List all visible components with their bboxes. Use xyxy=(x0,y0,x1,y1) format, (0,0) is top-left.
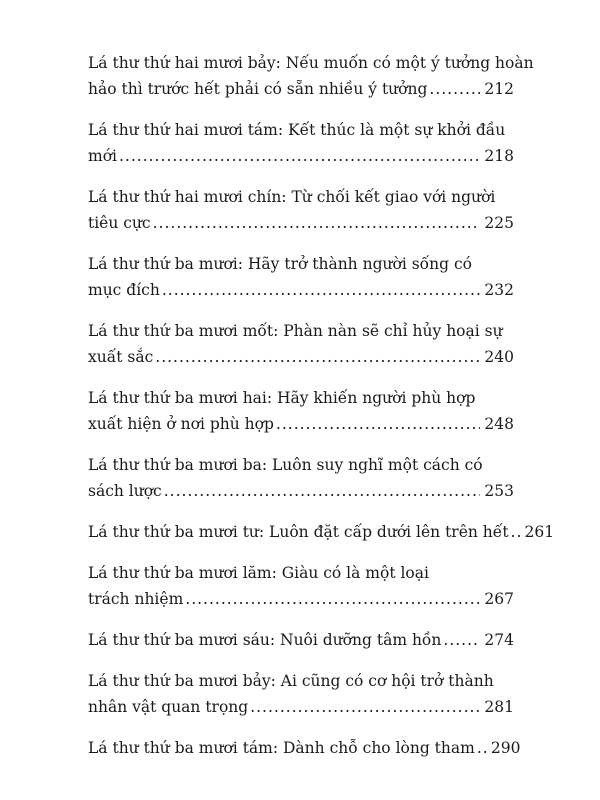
toc-entry-title-line xyxy=(88,50,534,76)
toc-entry[interactable] xyxy=(88,184,514,236)
toc-entry-title: Lá thư thứ hai mươi bảy: Nếu muốn có một ý tưởng hoàn xyxy=(88,54,534,72)
dot-leader xyxy=(429,76,480,102)
toc-entry-leader-line xyxy=(88,411,514,437)
toc-entry[interactable] xyxy=(88,627,514,653)
toc-entry-title-line xyxy=(88,117,514,143)
toc-entry-title-line xyxy=(88,318,514,344)
table-of-contents xyxy=(88,50,555,776)
toc-entry-title-line xyxy=(88,251,514,277)
toc-entry-title-cont: mục đích xyxy=(88,281,160,299)
dot-leader xyxy=(477,735,487,761)
toc-entry-leader-line xyxy=(88,76,514,102)
toc-entry-title: Lá thư thứ hai mươi chín: Từ chối kết giao với người xyxy=(88,188,496,206)
toc-page-number: 281 xyxy=(484,698,514,716)
toc-entry-title: Lá thư thứ ba mươi tám: Dành chỗ cho lòng tham xyxy=(88,739,475,757)
toc-entry-leader-line xyxy=(88,694,514,720)
toc-entry-title: Lá thư thứ hai mươi tám: Kết thúc là một sự khởi đầu xyxy=(88,121,506,139)
toc-entry-title: Lá thư thứ ba mươi mốt: Phàn nàn sẽ chỉ hủy hoại sự xyxy=(88,322,503,340)
toc-entry-title: Lá thư thứ ba mươi ba: Luôn suy nghĩ một cách có xyxy=(88,456,483,474)
toc-page-number: 248 xyxy=(484,415,514,433)
toc-entry-leader-line xyxy=(88,210,514,236)
dot-leader xyxy=(155,344,480,370)
toc-entry[interactable] xyxy=(88,50,534,102)
dot-leader xyxy=(250,694,480,720)
toc-entry-leader-line xyxy=(88,344,514,370)
toc-entry-title: Lá thư thứ ba mươi tư: Luôn đặt cấp dưới lên trên hết xyxy=(88,523,509,541)
dot-leader xyxy=(119,143,480,169)
toc-page-number: 212 xyxy=(484,80,514,98)
toc-page-number: 225 xyxy=(484,214,514,232)
toc-entry-title: Lá thư thứ ba mươi sáu: Nuôi dưỡng tâm hồn xyxy=(88,631,442,649)
toc-entry-title: Lá thư thứ ba mươi bảy: Ai cũng có cơ hội trở thành xyxy=(88,672,494,690)
toc-entry[interactable] xyxy=(88,251,514,303)
toc-entry-title-cont: trách nhiệm xyxy=(88,590,184,608)
toc-entry-title-line xyxy=(88,385,514,411)
toc-entry-title: Lá thư thứ ba mươi hai: Hãy khiến người phù hợp xyxy=(88,389,476,407)
toc-entry-leader-line xyxy=(88,735,521,761)
toc-entry-title-cont: mới xyxy=(88,147,117,165)
toc-entry-title-line xyxy=(88,668,514,694)
toc-entry[interactable] xyxy=(88,117,514,169)
toc-page-number: 267 xyxy=(484,590,514,608)
toc-entry[interactable] xyxy=(88,735,521,761)
toc-entry-title-cont: xuất hiện ở nơi phù hợp xyxy=(88,415,274,433)
dot-leader xyxy=(276,411,480,437)
toc-entry-title-line xyxy=(88,184,514,210)
toc-page-number: 232 xyxy=(484,281,514,299)
toc-entry-title-line xyxy=(88,452,514,478)
toc-entry[interactable] xyxy=(88,452,514,504)
toc-page-number: 274 xyxy=(484,631,514,649)
toc-entry-leader-line xyxy=(88,478,514,504)
toc-entry-title-cont: xuất sắc xyxy=(88,348,154,366)
toc-entry-title-cont: nhân vật quan trọng xyxy=(88,698,249,716)
toc-entry[interactable] xyxy=(88,560,514,612)
dot-leader xyxy=(443,627,480,653)
toc-entry-leader-line xyxy=(88,519,555,545)
toc-entry-title: Lá thư thứ ba mươi lăm: Giàu có là một loại xyxy=(88,564,429,582)
toc-page-number: 290 xyxy=(490,739,521,757)
dot-leader xyxy=(164,478,481,504)
dot-leader xyxy=(185,586,480,612)
toc-entry-title-cont: hảo thì trước hết phải có sẵn nhiều ý tưởng xyxy=(88,80,428,98)
toc-entry-leader-line xyxy=(88,627,514,653)
toc-entry-title-cont: sách lược xyxy=(88,482,162,500)
toc-entry[interactable] xyxy=(88,318,514,370)
toc-entry[interactable] xyxy=(88,519,555,545)
toc-entry-title-line xyxy=(88,560,514,586)
toc-entry-title: Lá thư thứ ba mươi: Hãy trở thành người sống có xyxy=(88,255,472,273)
toc-entry-leader-line xyxy=(88,143,514,169)
dot-leader xyxy=(511,519,521,545)
toc-page-number: 261 xyxy=(524,523,555,541)
dot-leader xyxy=(162,277,481,303)
toc-page-number: 253 xyxy=(484,482,514,500)
toc-page-number: 218 xyxy=(484,147,514,165)
toc-entry[interactable] xyxy=(88,385,514,437)
dot-leader xyxy=(153,210,481,236)
toc-page-number: 240 xyxy=(484,348,514,366)
toc-entry-leader-line xyxy=(88,277,514,303)
toc-entry[interactable] xyxy=(88,668,514,720)
toc-entry-title-cont: tiêu cực xyxy=(88,214,151,232)
toc-entry-leader-line xyxy=(88,586,514,612)
